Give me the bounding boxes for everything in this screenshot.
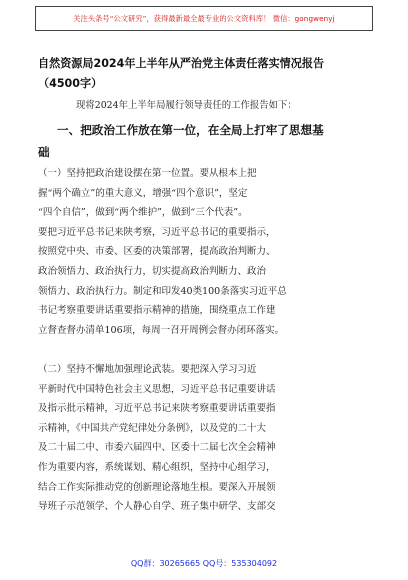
section-heading-continued: 础 <box>38 145 50 159</box>
text-line: 政治领悟力、政治执行力，切实提高政治判断力、政治 <box>38 265 267 277</box>
header-banner: 关注头条号“公文研究”，获得最新最全最专业的公文资料库！ 微信：gongwenyj <box>35 6 373 31</box>
text-line: （一）坚持把政治建设摆在第一位置。要从根本上把 <box>38 168 257 179</box>
text-line: 作为重要内容，系统谋划、精心组织，坚持中心组学习， <box>38 461 276 473</box>
section-heading: 一、把政治工作放在第一位，在全局上打牢了思想基 <box>57 123 324 137</box>
text-line: （二）坚持不懈地加强理论武装。要把深入学习习近 <box>38 364 257 375</box>
paragraph-theory-arming <box>38 360 370 517</box>
text-line: 立督查督办清单106项，每周一召开周例会督办闭环落实。 <box>38 324 285 336</box>
text-line: 领悟力、政治执行力。制定和印发40类100条落实习近平总 <box>38 285 287 297</box>
text-line: 要把习近平总书记来陕考察，习近平总书记的重要指示， <box>38 226 276 238</box>
text-line: 及指示批示精神，习近平总书记来陕考察重要讲话重要指 <box>38 403 276 415</box>
text-line: 及二十届二中、市委六届四中、区委十二届七次全会精神 <box>38 442 276 454</box>
text-line: “四个自信”，做到“两个维护”，做到“三个代表”。 <box>38 207 248 219</box>
text-line: 握“两个确立”的重大意义，增强“四个意识”，坚定 <box>38 187 248 199</box>
text-line: 平新时代中国特色社会主义思想，习近平总书记重要讲话 <box>38 383 276 395</box>
document-title: 自然资源局2024年上半年从严治党主体责任落实情况报告 <box>38 57 325 70</box>
footer-contact: QQ群：30265665 QQ号：535304092 <box>130 559 278 568</box>
text-line: 书记考察重要讲话重要指示精神的措施，围绕重点工作建 <box>38 305 276 317</box>
text-line: 结合工作实际推动党的创新理论落地生根。要深入开展领 <box>38 481 276 493</box>
intro-paragraph: 现将2024年上半年局履行领导责任的工作报告如下： <box>76 100 297 111</box>
text-line: 示精神，《中国共产党纪律处分条例》，以及党的二十大 <box>38 422 267 434</box>
text-line: 按照党中央、市委、区委的决策部署，提高政治判断力、 <box>38 246 276 258</box>
text-line: 导班子示范领学、个人静心自学、班子集中研学、支部交 <box>38 501 276 513</box>
document-title-wordcount: （4500字） <box>38 77 103 90</box>
paragraph-political-construction <box>38 164 370 340</box>
